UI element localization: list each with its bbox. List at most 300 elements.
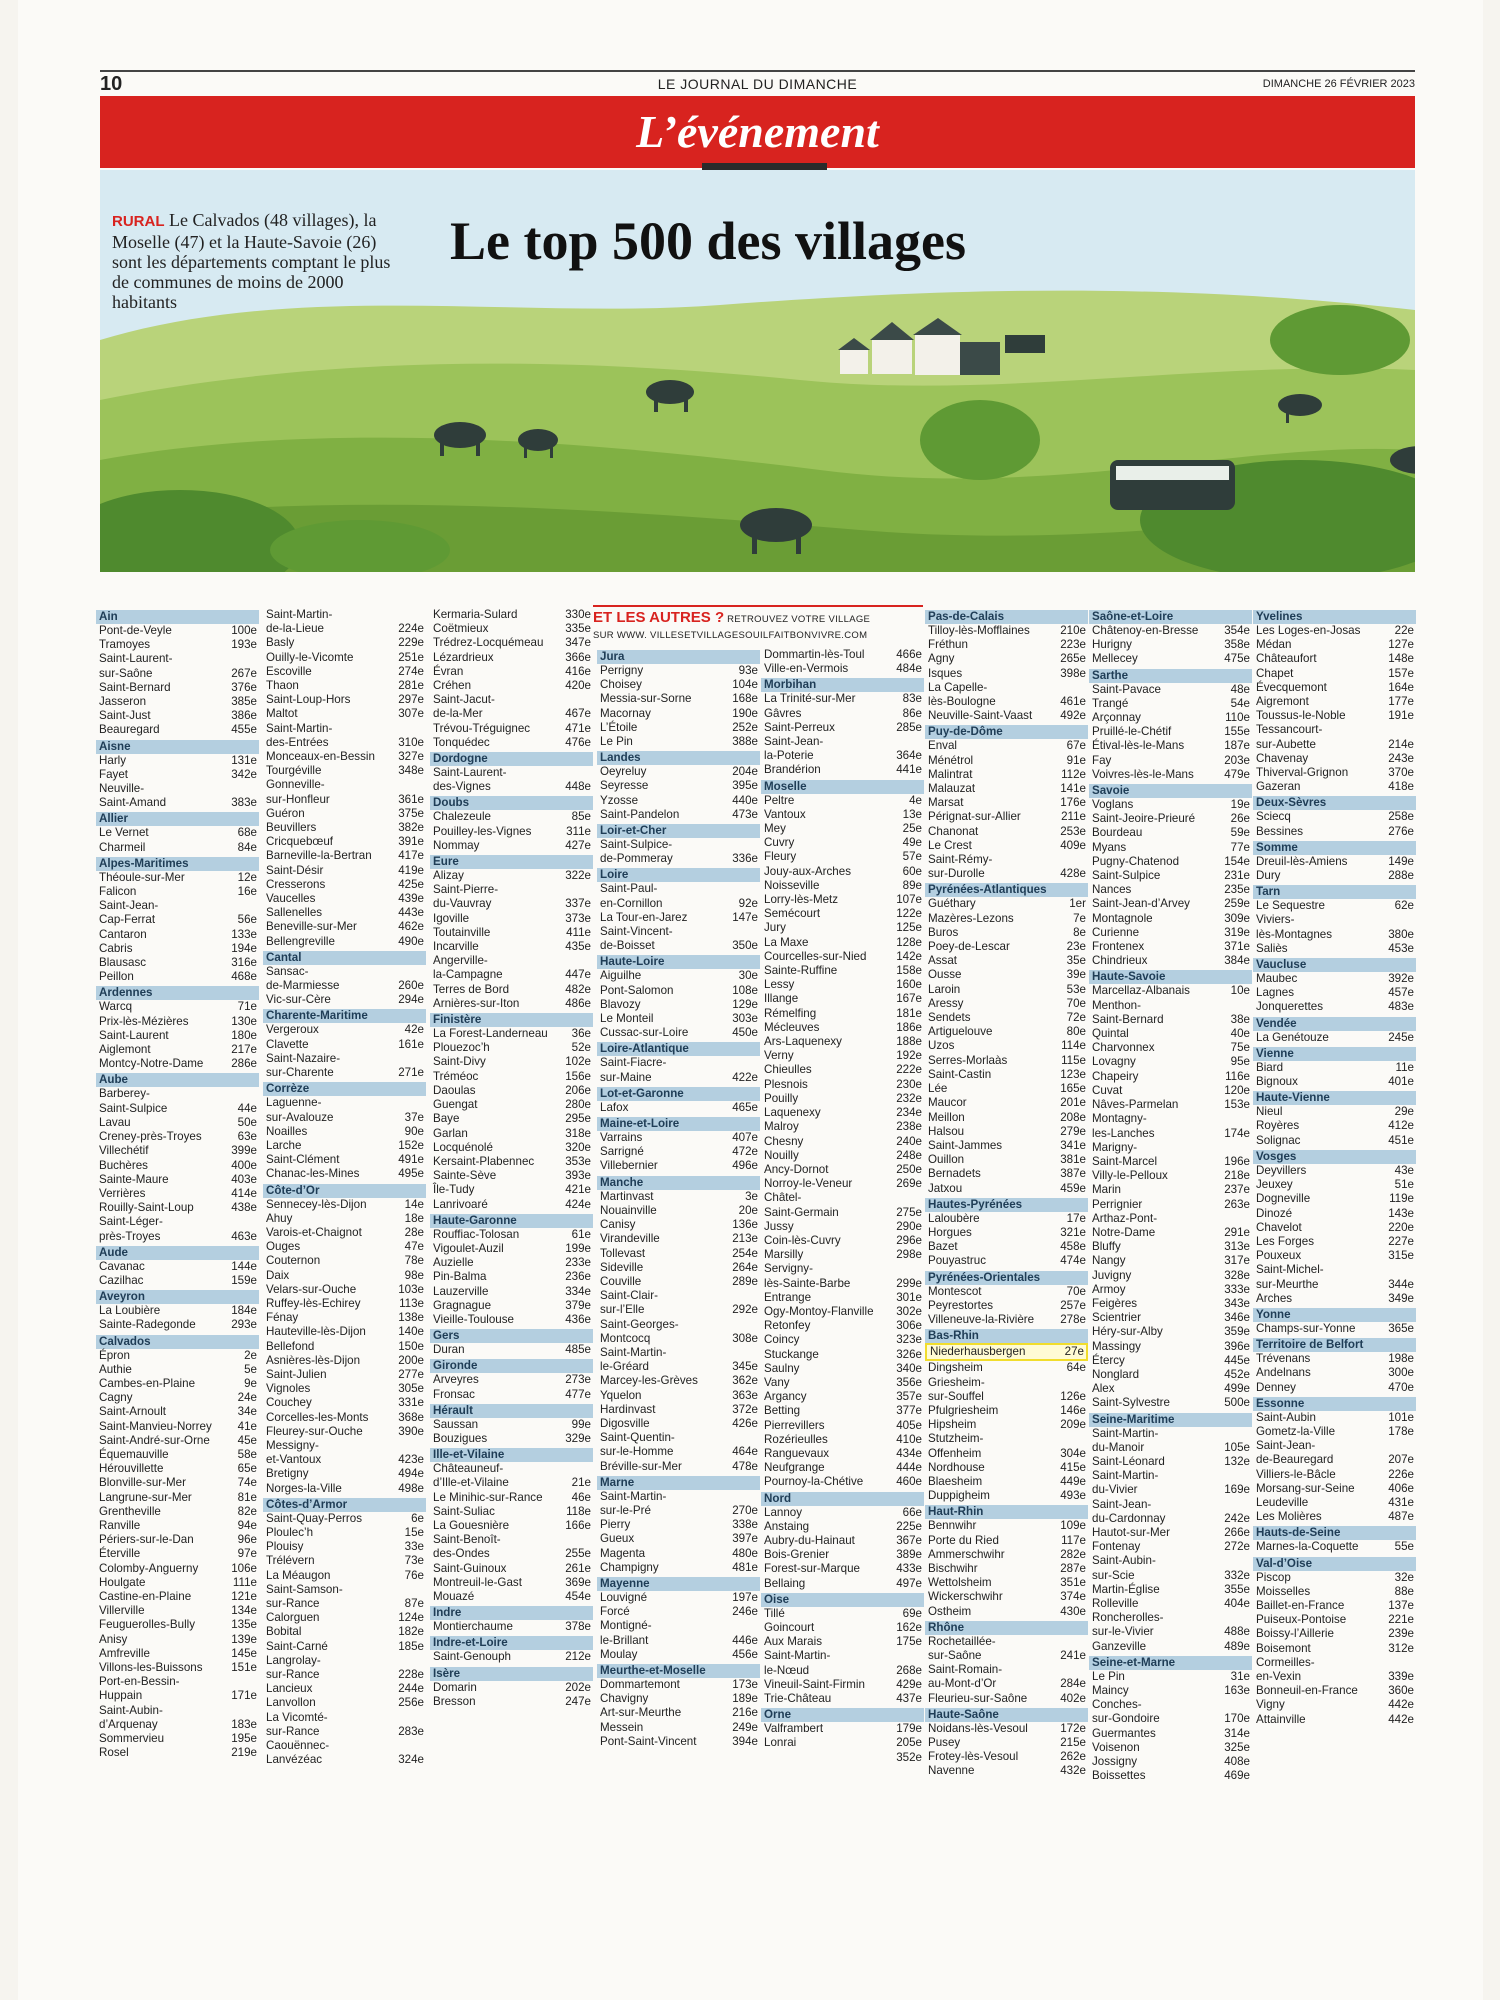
village-row xyxy=(925,897,1088,911)
village-rank: 247e xyxy=(565,1694,591,1708)
village-rank: 15e xyxy=(404,1525,424,1539)
village-row xyxy=(263,864,426,878)
village-name: Bréville-sur-Mer xyxy=(600,1459,682,1473)
village-name: Malauzat xyxy=(928,782,976,796)
village-rank: 425e xyxy=(398,877,424,891)
village-name: Ousse xyxy=(928,968,962,982)
village-name: La Trinité-sur-Mer xyxy=(764,692,856,706)
village-name: Saint-Nazaire- sur-Charente xyxy=(266,1051,341,1080)
village-rank: 135e xyxy=(231,1618,257,1632)
village-row xyxy=(1253,1249,1416,1263)
village-row xyxy=(430,825,593,839)
village-name: Cazilhac xyxy=(99,1273,144,1287)
village-row xyxy=(925,768,1088,782)
village-row xyxy=(1089,1041,1252,1055)
village-name: Gazeran xyxy=(1256,780,1301,794)
department-header: Lot-et-Garonne xyxy=(597,1087,760,1101)
village-row xyxy=(1253,1366,1416,1380)
village-row xyxy=(430,1127,593,1141)
village-name: Quintal xyxy=(1092,1027,1129,1041)
village-row xyxy=(925,1240,1088,1254)
village-row xyxy=(430,1576,593,1590)
village-rank: 282e xyxy=(1060,1547,1086,1561)
village-name: Fronsac xyxy=(433,1387,475,1401)
village-row xyxy=(1089,1698,1252,1726)
village-rank: 273e xyxy=(565,1373,591,1387)
village-rank: 330e xyxy=(565,608,591,621)
village-rank: 145e xyxy=(231,1646,257,1660)
village-name: Servigny- lès-Sainte-Barbe xyxy=(764,1262,851,1290)
village-name: Voisenon xyxy=(1092,1740,1140,1754)
village-row xyxy=(1253,1178,1416,1192)
village-rank: 435e xyxy=(565,940,591,954)
village-row xyxy=(430,1270,593,1284)
village-rank: 217e xyxy=(231,1043,257,1057)
village-name: Montierchaume xyxy=(433,1620,513,1634)
village-name: Cuvat xyxy=(1092,1083,1123,1097)
village-name: La Gouesnière xyxy=(433,1518,510,1532)
village-rank: 313e xyxy=(1224,1240,1250,1254)
village-name: Dommartemont xyxy=(600,1677,680,1691)
village-name: Messein xyxy=(600,1720,644,1734)
village-row xyxy=(263,1425,426,1439)
village-row xyxy=(263,920,426,934)
village-rank: 70e xyxy=(1066,1284,1086,1298)
village-row xyxy=(263,849,426,863)
village-rank: 43e xyxy=(1394,1163,1414,1177)
village-row xyxy=(1089,697,1252,711)
village-rank: 294e xyxy=(398,993,424,1007)
village-row xyxy=(925,1576,1088,1590)
department-header: Gironde xyxy=(430,1359,593,1373)
village-name: Locquénolé xyxy=(433,1140,493,1154)
village-name: Tilloy-lès-Mofflaines xyxy=(928,624,1030,637)
village-name: Arveyres xyxy=(433,1373,479,1387)
village-name: Puiseux-Pontoise xyxy=(1256,1613,1347,1627)
village-rank: 233e xyxy=(565,1256,591,1270)
village-rank: 226e xyxy=(1388,1467,1414,1481)
village-name: Gueux xyxy=(600,1532,635,1546)
village-name: Navenne xyxy=(928,1764,975,1778)
column-7 xyxy=(1089,608,1252,1960)
village-name: Vieille-Toulouse xyxy=(433,1312,514,1326)
village-name: Vigny xyxy=(1256,1698,1285,1712)
village-name: Brandérion xyxy=(764,763,821,777)
village-rank: 25e xyxy=(902,822,922,836)
department-header: Doubs xyxy=(430,796,593,810)
village-row xyxy=(1089,638,1252,652)
village-name: Saliès xyxy=(1256,941,1288,955)
department-header: Ille-et-Vilaine xyxy=(430,1448,593,1462)
village-row xyxy=(430,679,593,693)
village-row xyxy=(761,1722,924,1736)
village-name: Scientrier xyxy=(1092,1311,1141,1325)
village-name: Uzos xyxy=(928,1039,955,1053)
village-name: Stutzheim- Offenheim xyxy=(928,1432,984,1460)
village-row xyxy=(263,693,426,707)
village-name: Chavenay xyxy=(1256,751,1309,765)
village-rank: 51e xyxy=(1394,1178,1414,1192)
village-row xyxy=(263,1439,426,1467)
village-row xyxy=(597,692,760,706)
village-rank: 108e xyxy=(732,983,758,997)
village-name: Montigné- le-Brillant xyxy=(600,1619,652,1647)
village-rank: 401e xyxy=(1388,1075,1414,1089)
village-name: Vergeroux xyxy=(266,1023,319,1037)
village-row xyxy=(96,1590,259,1604)
village-row xyxy=(96,754,259,768)
village-name: Martinvast xyxy=(600,1189,654,1203)
village-name: Authie xyxy=(99,1362,132,1376)
village-row xyxy=(761,1049,924,1063)
village-name: Bouzigues xyxy=(433,1431,488,1445)
village-name: Les Forges xyxy=(1256,1234,1314,1248)
village-name: Nances xyxy=(1092,883,1132,897)
village-rank: 421e xyxy=(565,1183,591,1197)
village-name: Villerville xyxy=(99,1604,145,1618)
village-row xyxy=(761,1191,924,1219)
village-name: Conches- sur-Gondoire xyxy=(1092,1698,1160,1726)
village-rank: 264e xyxy=(732,1260,758,1274)
village-row xyxy=(96,624,259,638)
village-row xyxy=(263,1411,426,1425)
village-rank: 52e xyxy=(571,1041,591,1055)
village-row xyxy=(761,1390,924,1404)
village-row xyxy=(96,1604,259,1618)
banner-tab xyxy=(702,163,827,170)
village-row xyxy=(925,1285,1088,1299)
village-rank: 192e xyxy=(896,1049,922,1063)
village-row xyxy=(1089,1212,1252,1240)
village-rank: 393e xyxy=(565,1169,591,1183)
village-row xyxy=(925,1111,1088,1125)
village-name: Hautot-sur-Mer xyxy=(1092,1525,1170,1539)
village-row xyxy=(925,1635,1088,1663)
village-name: Thaon xyxy=(266,679,299,693)
village-rank: 69e xyxy=(902,1606,922,1620)
village-name: Ménétrol xyxy=(928,753,974,767)
village-name: Sarrigné xyxy=(600,1145,644,1159)
village-rank: 327e xyxy=(398,750,424,764)
village-name: Le Minihic-sur-Rance xyxy=(433,1490,543,1504)
village-rank: 485e xyxy=(565,1343,591,1357)
village-rank: 400e xyxy=(231,1158,257,1172)
village-rank: 267e xyxy=(231,666,257,680)
village-rank: 5e xyxy=(244,1362,257,1376)
village-row xyxy=(761,822,924,836)
village-row xyxy=(925,652,1088,666)
village-name: Nonglard xyxy=(1092,1367,1140,1381)
village-row xyxy=(761,662,924,676)
village-rank: 324e xyxy=(398,1753,424,1767)
village-row xyxy=(1253,1061,1416,1075)
village-row xyxy=(96,1647,259,1661)
village-rank: 449e xyxy=(1060,1474,1086,1488)
village-row xyxy=(1253,942,1416,956)
village-rank: 257e xyxy=(1060,1298,1086,1312)
village-row xyxy=(430,693,593,721)
village-name: L’Étoile xyxy=(600,720,638,734)
village-rank: 162e xyxy=(896,1621,922,1634)
village-rank: 243e xyxy=(1388,751,1414,765)
village-rank: 44e xyxy=(237,1101,257,1115)
village-rank: 56e xyxy=(237,913,257,927)
village-row xyxy=(761,707,924,721)
village-name: Bessines xyxy=(1256,824,1304,838)
village-row xyxy=(597,1431,760,1459)
village-rank: 329e xyxy=(565,1431,591,1445)
village-name: Blavozy xyxy=(600,997,641,1011)
village-row xyxy=(430,1590,593,1604)
department-header: Haute-Savoie xyxy=(1089,970,1252,984)
village-name: Dommartin-lès-Toul xyxy=(764,648,865,661)
department-header: Territoire de Belfort xyxy=(1253,1338,1416,1352)
village-row xyxy=(925,1519,1088,1533)
village-rank: 289e xyxy=(732,1274,758,1288)
village-row xyxy=(430,1432,593,1446)
village-row xyxy=(1089,1469,1252,1497)
village-name: Corcelles-les-Monts xyxy=(266,1410,369,1424)
village-name: Rémelfing xyxy=(764,1006,817,1020)
village-row xyxy=(761,1520,924,1534)
village-name: Porte du Ried xyxy=(928,1533,999,1547)
village-row xyxy=(597,1619,760,1647)
village-row xyxy=(925,681,1088,709)
village-name: Saint-Pandelon xyxy=(600,807,680,821)
village-row xyxy=(761,850,924,864)
village-name: Pugny-Chatenod xyxy=(1092,854,1180,868)
village-row xyxy=(761,1262,924,1290)
village-name: Pouilly xyxy=(764,1091,799,1105)
village-name: La Méaugon xyxy=(266,1568,331,1582)
village-row xyxy=(925,624,1088,638)
village-name: Saint-Aubin xyxy=(1256,1410,1316,1424)
village-rank: 218e xyxy=(1224,1169,1250,1183)
village-name: Jury xyxy=(764,921,786,935)
village-name: Saint-Clair- sur-l’Elle xyxy=(600,1289,658,1317)
village-name: Cresserons xyxy=(266,877,326,891)
village-rank: 95e xyxy=(1230,1055,1250,1069)
village-rank: 180e xyxy=(231,1028,257,1042)
village-name: Saint-Martin- des-Entrées xyxy=(266,721,333,749)
village-name: Boissettes xyxy=(1092,1769,1146,1783)
village-row xyxy=(1253,723,1416,751)
village-rank: 183e xyxy=(231,1717,257,1731)
village-rank: 203e xyxy=(1224,753,1250,767)
village-name: Cricquebœuf xyxy=(266,835,334,849)
village-rank: 208e xyxy=(1060,1110,1086,1124)
village-rank: 188e xyxy=(896,1035,922,1049)
village-row xyxy=(925,825,1088,839)
village-row xyxy=(1253,1000,1416,1014)
village-name: Biard xyxy=(1256,1060,1284,1074)
village-rank: 428e xyxy=(1060,867,1086,881)
village-rank: 132e xyxy=(1224,1454,1250,1468)
column-6 xyxy=(925,608,1088,1960)
village-row xyxy=(597,1346,760,1374)
village-name: Langrune-sur-Mer xyxy=(99,1490,192,1504)
village-name: Armoy xyxy=(1092,1282,1126,1296)
village-rank: 351e xyxy=(1060,1576,1086,1590)
village-name: Roncherolles- sur-le-Vivier xyxy=(1092,1611,1164,1639)
village-row xyxy=(1253,1105,1416,1119)
village-rank: 488e xyxy=(1224,1625,1250,1639)
village-name: Louvigné xyxy=(600,1590,648,1604)
village-row xyxy=(1253,695,1416,709)
village-name: Fénay xyxy=(266,1311,299,1325)
village-row xyxy=(597,1101,760,1115)
village-name: Fleury xyxy=(764,850,797,864)
village-name: Saussan xyxy=(433,1417,479,1431)
village-name: Enval xyxy=(928,739,958,753)
village-row xyxy=(597,1389,760,1403)
village-name: Saint-Laurent- des-Vignes xyxy=(433,766,507,794)
village-rank: 334e xyxy=(565,1284,591,1298)
department-header: Tarn xyxy=(1253,885,1416,899)
village-name: Jasseron xyxy=(99,695,147,709)
village-row xyxy=(1089,1368,1252,1382)
village-rank: 150e xyxy=(398,1339,424,1353)
village-row xyxy=(96,695,259,709)
village-rank: 125e xyxy=(896,921,922,935)
village-rank: 418e xyxy=(1388,780,1414,794)
village-name: Arçonnay xyxy=(1092,711,1141,725)
column-2 xyxy=(263,608,426,1960)
village-row xyxy=(96,942,259,956)
village-name: Norges-la-Ville xyxy=(266,1481,342,1495)
village-name: Saint-Suliac xyxy=(433,1504,495,1518)
village-rank: 1er xyxy=(1069,897,1086,911)
village-row xyxy=(96,1349,259,1363)
village-name: Saint-Guinoux xyxy=(433,1561,507,1575)
village-row xyxy=(263,1512,426,1526)
village-name: Marin xyxy=(1092,1183,1121,1197)
village-row xyxy=(1253,986,1416,1000)
village-rank: 417e xyxy=(398,849,424,863)
village-name: Escoville xyxy=(266,664,312,678)
village-rank: 479e xyxy=(1224,767,1250,781)
village-name: Pierry xyxy=(600,1518,631,1532)
village-name: Bourdeau xyxy=(1092,826,1143,840)
village-row xyxy=(263,1696,426,1710)
village-row xyxy=(597,1275,760,1289)
village-name: Saint-Arnoult xyxy=(99,1405,167,1419)
village-row xyxy=(925,1548,1088,1562)
village-row xyxy=(597,678,760,692)
village-row xyxy=(96,723,259,737)
village-name: Moisselles xyxy=(1256,1584,1311,1598)
village-row xyxy=(1253,1510,1416,1524)
village-name: Baye xyxy=(433,1112,460,1126)
village-rank: 50e xyxy=(237,1115,257,1129)
village-name: Gragnague xyxy=(433,1298,492,1312)
village-name: Goincourt xyxy=(764,1621,815,1634)
village-row xyxy=(263,1654,426,1682)
village-row xyxy=(96,652,259,680)
village-row xyxy=(1253,1540,1416,1554)
autres-url[interactable]: SUR WWW. VILLESETVILLAGESOUILFAITBONVIVRE.COM xyxy=(593,630,868,641)
village-rank: 24e xyxy=(237,1391,257,1405)
village-name: Buchères xyxy=(99,1158,148,1172)
village-name: Saint-Manvieu-Norrey xyxy=(99,1419,212,1433)
village-rank: 221e xyxy=(1388,1613,1414,1627)
village-row xyxy=(597,1417,760,1431)
village-name: Saint-Martin- sur-le-Pré xyxy=(600,1489,667,1517)
village-row xyxy=(96,1476,259,1490)
village-name: Yzosse xyxy=(600,793,639,807)
village-row xyxy=(597,1648,760,1662)
village-row xyxy=(761,1506,924,1520)
village-row xyxy=(925,1376,1088,1404)
village-rank: 317e xyxy=(1224,1254,1250,1268)
village-rank: 107e xyxy=(896,893,922,907)
village-rank: 77e xyxy=(1230,840,1250,854)
village-name: Rochetaillée- sur-Saône xyxy=(928,1634,996,1662)
village-name: Colomby-Anguerny xyxy=(99,1561,199,1575)
village-rank: 320e xyxy=(565,1140,591,1154)
village-name: Théoule-sur-Mer xyxy=(99,870,185,884)
village-row xyxy=(263,993,426,1007)
village-rank: 467e xyxy=(565,707,591,721)
village-name: Fontenay xyxy=(1092,1540,1141,1554)
village-rank: 245e xyxy=(1388,1030,1414,1044)
village-row xyxy=(1089,999,1252,1027)
village-name: Macornay xyxy=(600,706,651,720)
village-row xyxy=(1253,1571,1416,1585)
village-rank: 68e xyxy=(237,826,257,840)
village-rank: 214e xyxy=(1388,737,1414,751)
village-rank: 337e xyxy=(565,897,591,911)
village-row xyxy=(430,722,593,736)
village-name: Lanrivoaré xyxy=(433,1197,488,1211)
village-row xyxy=(1089,812,1252,826)
village-rank: 373e xyxy=(565,911,591,925)
village-row xyxy=(1253,1352,1416,1366)
village-rank: 73e xyxy=(404,1554,424,1568)
village-name: Chieulles xyxy=(764,1063,812,1077)
village-row xyxy=(1089,883,1252,897)
village-rank: 109e xyxy=(1060,1519,1086,1533)
department-header: Landes xyxy=(597,751,760,765)
village-rank: 323e xyxy=(896,1333,922,1347)
village-row xyxy=(597,1012,760,1026)
village-row xyxy=(925,1736,1088,1750)
department-header: Loire xyxy=(597,868,760,882)
village-rank: 315e xyxy=(1388,1249,1414,1263)
village-name: Rolleville xyxy=(1092,1597,1139,1610)
village-name: Stuckange xyxy=(764,1347,819,1361)
village-row xyxy=(96,1420,259,1434)
village-row xyxy=(761,1220,924,1234)
village-row xyxy=(263,1526,426,1540)
department-header: Val-d’Oise xyxy=(1253,1557,1416,1571)
villages-columns xyxy=(96,608,1426,1960)
village-rank: 399e xyxy=(231,1144,257,1158)
village-rank: 178e xyxy=(1388,1424,1414,1438)
village-row xyxy=(925,1025,1088,1039)
village-name: Fay xyxy=(1092,753,1112,767)
village-row xyxy=(1253,780,1416,794)
village-rank: 462e xyxy=(398,920,424,934)
village-name: Évecquemont xyxy=(1256,680,1327,694)
village-row xyxy=(263,764,426,778)
village-name: Saint-Romain- au-Mont-d’Or xyxy=(928,1663,1003,1691)
village-name: Blausasc xyxy=(99,956,147,970)
village-row xyxy=(761,648,924,662)
intro-text: Le Calvados (48 villages), la Moselle (47) et la Haute-Savoie (26) sont les départements comptant le plus de communes de moins de 2000 habitants xyxy=(112,210,391,312)
village-row xyxy=(1253,638,1416,652)
village-row xyxy=(925,638,1088,652)
